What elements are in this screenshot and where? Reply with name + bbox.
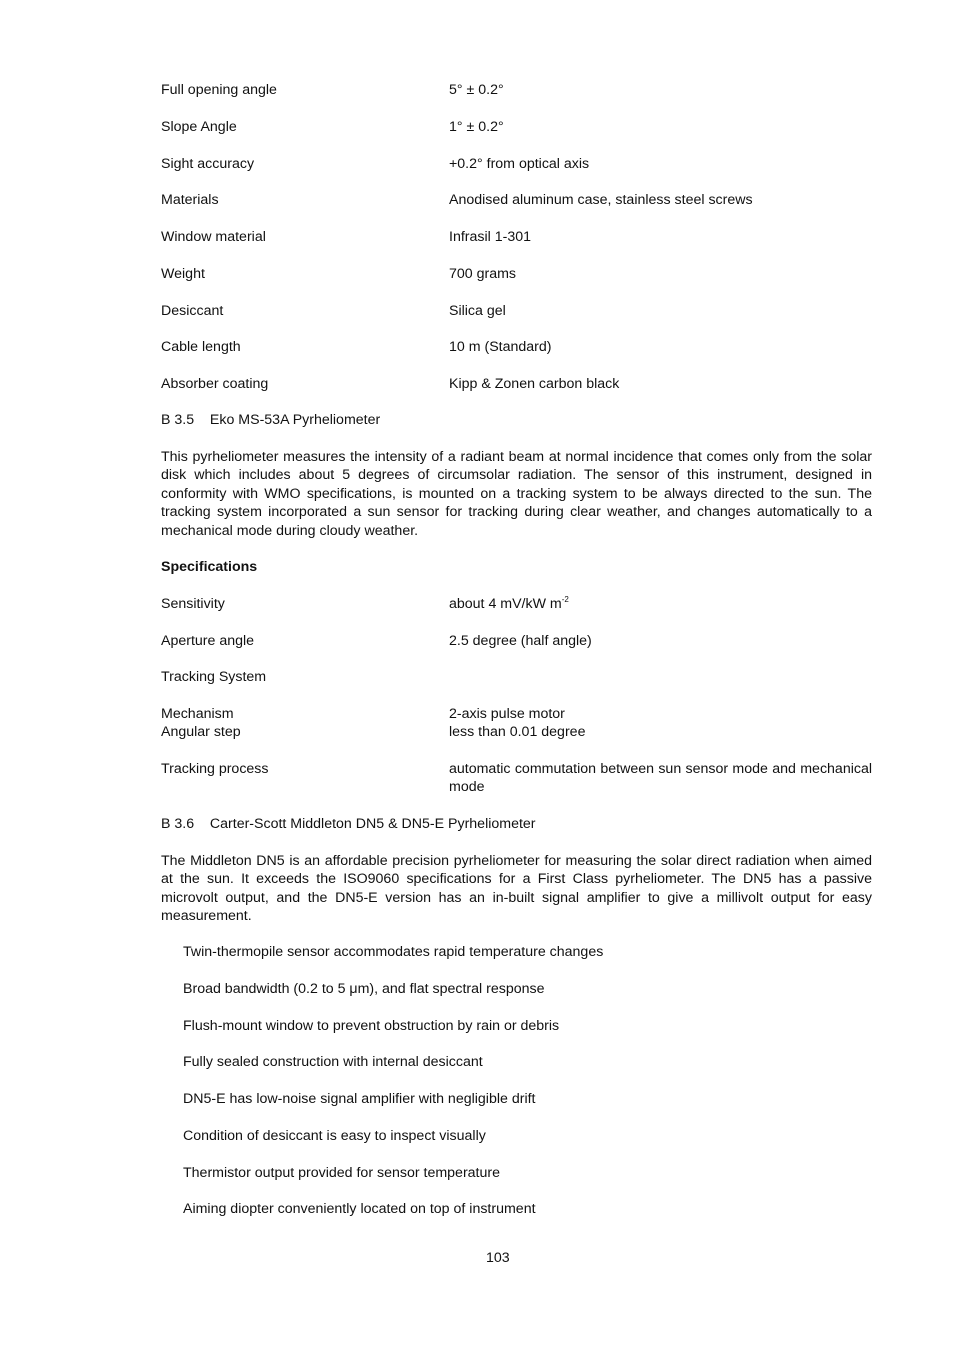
sensitivity-label: Sensitivity <box>161 596 225 612</box>
section-heading-b36: B 3.6 Carter-Scott Middleton DN5 & DN5-E Pyrheliometer <box>161 816 536 832</box>
tracking-process-value: automatic commutation between sun sensor mode and mechanical mode <box>449 761 872 796</box>
spec-label: Weight <box>161 266 205 282</box>
aperture-value: 2.5 degree (half angle) <box>449 633 592 649</box>
angular-step-value: less than 0.01 degree <box>449 724 586 740</box>
spec-value: Anodised aluminum case, stainless steel screws <box>449 192 753 208</box>
spec-label: Desiccant <box>161 303 224 319</box>
aperture-label: Aperture angle <box>161 633 255 649</box>
spec-value: Silica gel <box>449 303 506 319</box>
spec-value: 700 grams <box>449 266 517 282</box>
tracking-system-label: Tracking System <box>161 669 267 685</box>
spec-label: Full opening angle <box>161 82 277 98</box>
mechanism-label: Mechanism <box>161 706 234 722</box>
page-number: 103 <box>486 1250 510 1266</box>
list-item: Fully sealed construction with internal desiccant <box>183 1054 483 1070</box>
list-item: Condition of desiccant is easy to inspect visually <box>183 1128 486 1144</box>
list-item: Aiming diopter conveniently located on top of instrument <box>183 1201 536 1217</box>
angular-step-label: Angular step <box>161 724 241 740</box>
spec-value: 1° ± 0.2° <box>449 119 504 135</box>
spec-value: Kipp & Zonen carbon black <box>449 376 620 392</box>
section-heading-b35: B 3.5 Eko MS-53A Pyrheliometer <box>161 412 381 428</box>
spec-label: Absorber coating <box>161 376 269 392</box>
section-b36-paragraph: The Middleton DN5 is an affordable precision pyrheliometer for measuring the solar direct radiation when aimed at the sun. It exceeds the ISO9060 specifications for a First Class pyrheliometer. The DN5 has a passive microvolt output, and the DN5-E version has an in-built signal amplifier to give a millivolt output for easy measurement. <box>161 853 872 925</box>
sensitivity-value <box>449 595 569 613</box>
spec-value: 5° ± 0.2° <box>449 82 504 98</box>
spec-label: Cable length <box>161 339 241 355</box>
tracking-process-label: Tracking process <box>161 761 269 777</box>
list-item: Broad bandwidth (0.2 to 5 μm), and flat spectral response <box>183 981 545 997</box>
sensitivity-exponent: -2 <box>561 595 569 604</box>
spec-label: Materials <box>161 192 219 208</box>
sensitivity-value-text: about 4 mV/kW m <box>449 596 562 612</box>
specifications-heading: Specifications <box>161 559 258 575</box>
list-item: Thermistor output provided for sensor temperature <box>183 1165 501 1181</box>
spec-value: 10 m (Standard) <box>449 339 552 355</box>
spec-label: Sight accuracy <box>161 156 255 172</box>
spec-value: +0.2° from optical axis <box>449 156 590 172</box>
section-b35-paragraph: This pyrheliometer measures the intensity of a radiant beam at normal incidence that comes only from the solar disk which includes about 5 degrees of circumsolar radiation. The sensor of this instrument, designed in conformity with WMO specifications, is mounted on a tracking system to be always directed to the sun. The tracking system incorporated a sun sensor for tracking during clear weather, and changes automatically to a mechanical mode during cloudy weather. <box>161 449 872 539</box>
spec-label: Window material <box>161 229 266 245</box>
spec-value: Infrasil 1-301 <box>449 229 532 245</box>
mechanism-value: 2-axis pulse motor <box>449 706 565 722</box>
list-item: DN5-E has low-noise signal amplifier with negligible drift <box>183 1091 536 1107</box>
list-item: Twin-thermopile sensor accommodates rapid temperature changes <box>183 944 604 960</box>
spec-label: Slope Angle <box>161 119 237 135</box>
list-item: Flush-mount window to prevent obstruction by rain or debris <box>183 1018 560 1034</box>
